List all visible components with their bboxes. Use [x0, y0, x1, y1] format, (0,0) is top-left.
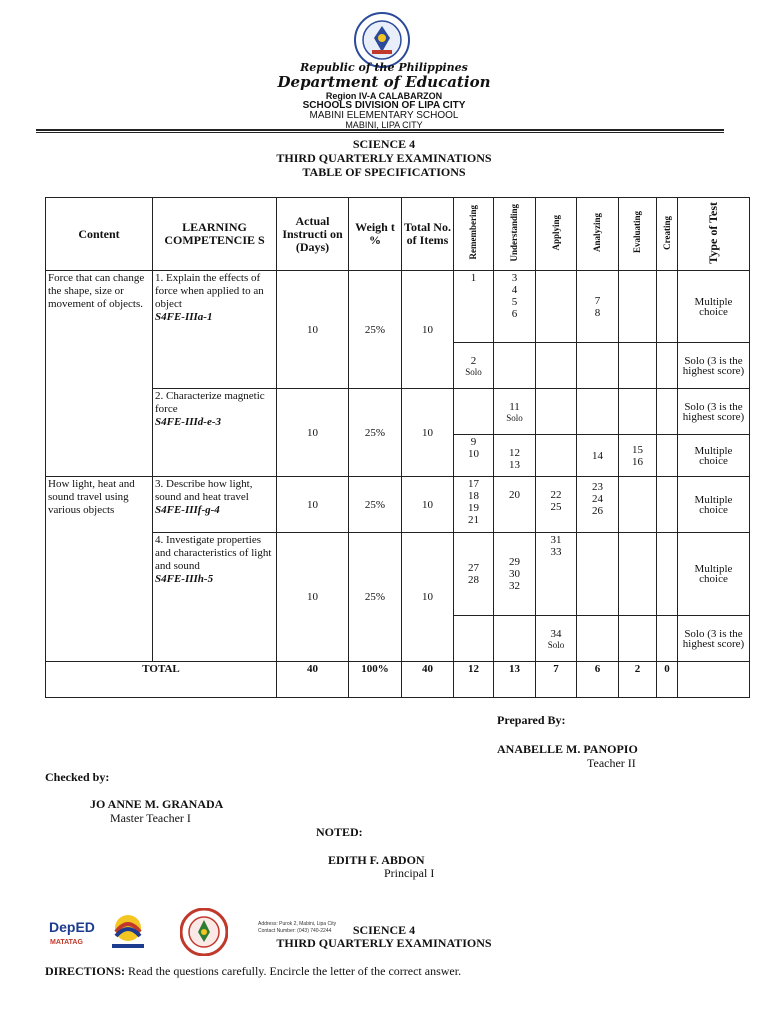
directions-label: DIRECTIONS:	[45, 964, 126, 978]
understanding-cell	[494, 616, 536, 662]
type-cell: Solo (3 is the highest score)	[678, 389, 750, 435]
weight-cell: 25%	[349, 389, 402, 477]
noted-title: Principal I	[384, 866, 435, 880]
items-cell: 10	[402, 389, 454, 477]
header-rule	[36, 129, 724, 131]
remembering-cell	[454, 616, 494, 662]
remembering-cell: 9 10	[454, 435, 494, 477]
checked-title: Master Teacher I	[110, 811, 191, 825]
competency-cell: 3. Describe how light, sound and heat travel S4FE-IIIf-g-4	[153, 477, 277, 533]
evaluating-cell	[619, 389, 657, 435]
header-remembering: Remembering	[468, 205, 478, 260]
type-cell: Solo (3 is the highest score)	[678, 616, 750, 662]
svg-text:MATATAG: MATATAG	[50, 939, 83, 946]
header-rule-thin	[36, 132, 724, 133]
prepared-title: Teacher II	[587, 756, 636, 770]
evaluating-cell	[619, 477, 657, 533]
type-cell: Multiple choice	[678, 435, 750, 477]
applying-cell	[536, 389, 577, 435]
header-creating: Creating	[661, 215, 672, 250]
analyzing-cell	[577, 533, 619, 616]
school-heading: MABINI ELEMENTARY SCHOOL	[309, 110, 459, 121]
city-heading: MABINI, LIPA CITY	[345, 120, 423, 130]
header-analyzing: Analyzing	[592, 212, 602, 252]
competency-cell: 4. Investigate properties and characteristics of light and sound S4FE-IIIh-5	[153, 533, 277, 662]
total-applying: 7	[536, 662, 577, 698]
header-applying: Applying	[550, 214, 561, 251]
total-understanding: 13	[494, 662, 536, 698]
type-cell: Solo (3 is the highest score)	[678, 343, 750, 389]
applying-cell: 34 Solo	[536, 616, 577, 662]
table-row	[46, 477, 750, 533]
understanding-cell	[494, 343, 536, 389]
republic-heading: Republic of the Philippines	[300, 61, 468, 74]
total-label: TOTAL	[46, 662, 277, 698]
total-days: 40	[277, 662, 349, 698]
footer-exam-title: THIRD QUARTERLY EXAMINATIONS	[276, 936, 492, 950]
total-remembering: 12	[454, 662, 494, 698]
prepared-label: Prepared By:	[497, 713, 566, 727]
table-header-row	[46, 198, 750, 271]
department-heading: Department of Education	[277, 73, 491, 91]
days-cell: 10	[277, 271, 349, 389]
remembering-cell: 17 18 19 21	[454, 477, 494, 533]
noted-name: EDITH F. ABDON	[328, 853, 425, 867]
evaluating-cell	[619, 616, 657, 662]
total-weight: 100%	[349, 662, 402, 698]
applying-cell	[536, 435, 577, 477]
creating-cell	[657, 616, 678, 662]
applying-cell: 31 33	[536, 533, 577, 616]
competency-cell: 2. Characterize magnetic force S4FE-IIId-e-3	[153, 389, 277, 477]
days-cell: 10	[277, 533, 349, 662]
creating-cell	[657, 271, 678, 343]
noted-label: NOTED:	[316, 825, 363, 839]
header-competencies: LEARNING COMPETENCIE S	[153, 198, 277, 271]
applying-cell	[536, 271, 577, 343]
header-content: Content	[46, 198, 153, 271]
footer-subject-title: SCIENCE 4	[352, 923, 416, 937]
total-evaluating: 2	[619, 662, 657, 698]
remembering-cell	[454, 389, 494, 435]
total-analyzing: 6	[577, 662, 619, 698]
checked-name: JO ANNE M. GRANADA	[90, 797, 224, 811]
header-type: Type of Test	[706, 201, 720, 264]
applying-cell: 22 25	[536, 477, 577, 533]
content-cell: Force that can change the shape, size or movement of objects.	[46, 271, 153, 477]
days-cell: 10	[277, 389, 349, 477]
items-cell: 10	[402, 271, 454, 389]
type-cell: Multiple choice	[678, 271, 750, 343]
analyzing-cell	[577, 389, 619, 435]
header-understanding: Understanding	[509, 203, 519, 262]
competency-code: S4FE-IIId-e-3	[155, 416, 222, 428]
items-cell: 10	[402, 533, 454, 662]
school-address: Address: Purok 2, Mabini, Lipa City Contact Number: (043) 740-2244	[258, 921, 337, 934]
svg-text:DepED: DepED	[49, 919, 95, 935]
evaluating-cell	[619, 271, 657, 343]
checked-label: Checked by:	[45, 770, 110, 784]
analyzing-cell	[577, 616, 619, 662]
analyzing-cell: 23 24 26	[577, 477, 619, 533]
evaluating-cell	[619, 343, 657, 389]
header-items: Total No. of Items	[402, 198, 454, 271]
weight-cell: 25%	[349, 477, 402, 533]
evaluating-cell	[619, 533, 657, 616]
competency-code: S4FE-IIIh-5	[155, 573, 214, 585]
understanding-cell: 29 30 32	[494, 533, 536, 616]
creating-cell	[657, 343, 678, 389]
remembering-cell: 1	[454, 271, 494, 343]
total-items: 40	[402, 662, 454, 698]
type-cell: Multiple choice	[678, 533, 750, 616]
understanding-cell: 12 13	[494, 435, 536, 477]
exam-title: THIRD QUARTERLY EXAMINATIONS	[276, 151, 492, 165]
items-cell: 10	[402, 477, 454, 533]
understanding-cell: 11 Solo	[494, 389, 536, 435]
header-days: Actual Instructi on (Days)	[277, 198, 349, 271]
creating-cell	[657, 477, 678, 533]
competency-code: S4FE-IIIf-g-4	[155, 504, 220, 516]
creating-cell	[657, 533, 678, 616]
analyzing-cell	[577, 343, 619, 389]
type-cell: Multiple choice	[678, 477, 750, 533]
weight-cell: 25%	[349, 533, 402, 662]
directions-text: Read the questions carefully. Encircle the letter of the correct answer.	[125, 964, 462, 978]
content-cell: How light, heat and sound travel using various objects	[46, 477, 153, 662]
competency-cell: 1. Explain the effects of force when applied to an object S4FE-IIIa-1	[153, 271, 277, 389]
evaluating-cell: 15 16	[619, 435, 657, 477]
directions	[45, 964, 461, 979]
analyzing-cell: 7 8	[577, 271, 619, 343]
subject-title: SCIENCE 4	[352, 137, 416, 151]
competency-code: S4FE-IIIa-1	[155, 311, 213, 323]
table-of-specifications	[45, 197, 750, 698]
tos-title: TABLE OF SPECIFICATIONS	[302, 165, 466, 179]
weight-cell: 25%	[349, 271, 402, 389]
remembering-cell: 27 28	[454, 533, 494, 616]
understanding-cell: 3 4 5 6	[494, 271, 536, 343]
applying-cell	[536, 343, 577, 389]
table-row	[46, 271, 750, 343]
header-evaluating: Evaluating	[632, 211, 642, 254]
analyzing-cell: 14	[577, 435, 619, 477]
remembering-cell: 2 Solo	[454, 343, 494, 389]
division-heading: SCHOOLS DIVISION OF LIPA CITY	[302, 100, 466, 111]
deped-seal-icon	[354, 12, 410, 68]
understanding-cell: 20	[494, 477, 536, 533]
total-creating: 0	[657, 662, 678, 698]
region-heading: Region IV-A CALABARZON	[325, 91, 443, 101]
creating-cell	[657, 389, 678, 435]
days-cell: 10	[277, 477, 349, 533]
prepared-name: ANABELLE M. PANOPIO	[497, 742, 638, 756]
creating-cell	[657, 435, 678, 477]
total-row	[46, 662, 750, 698]
header-weight: Weigh t %	[349, 198, 402, 271]
